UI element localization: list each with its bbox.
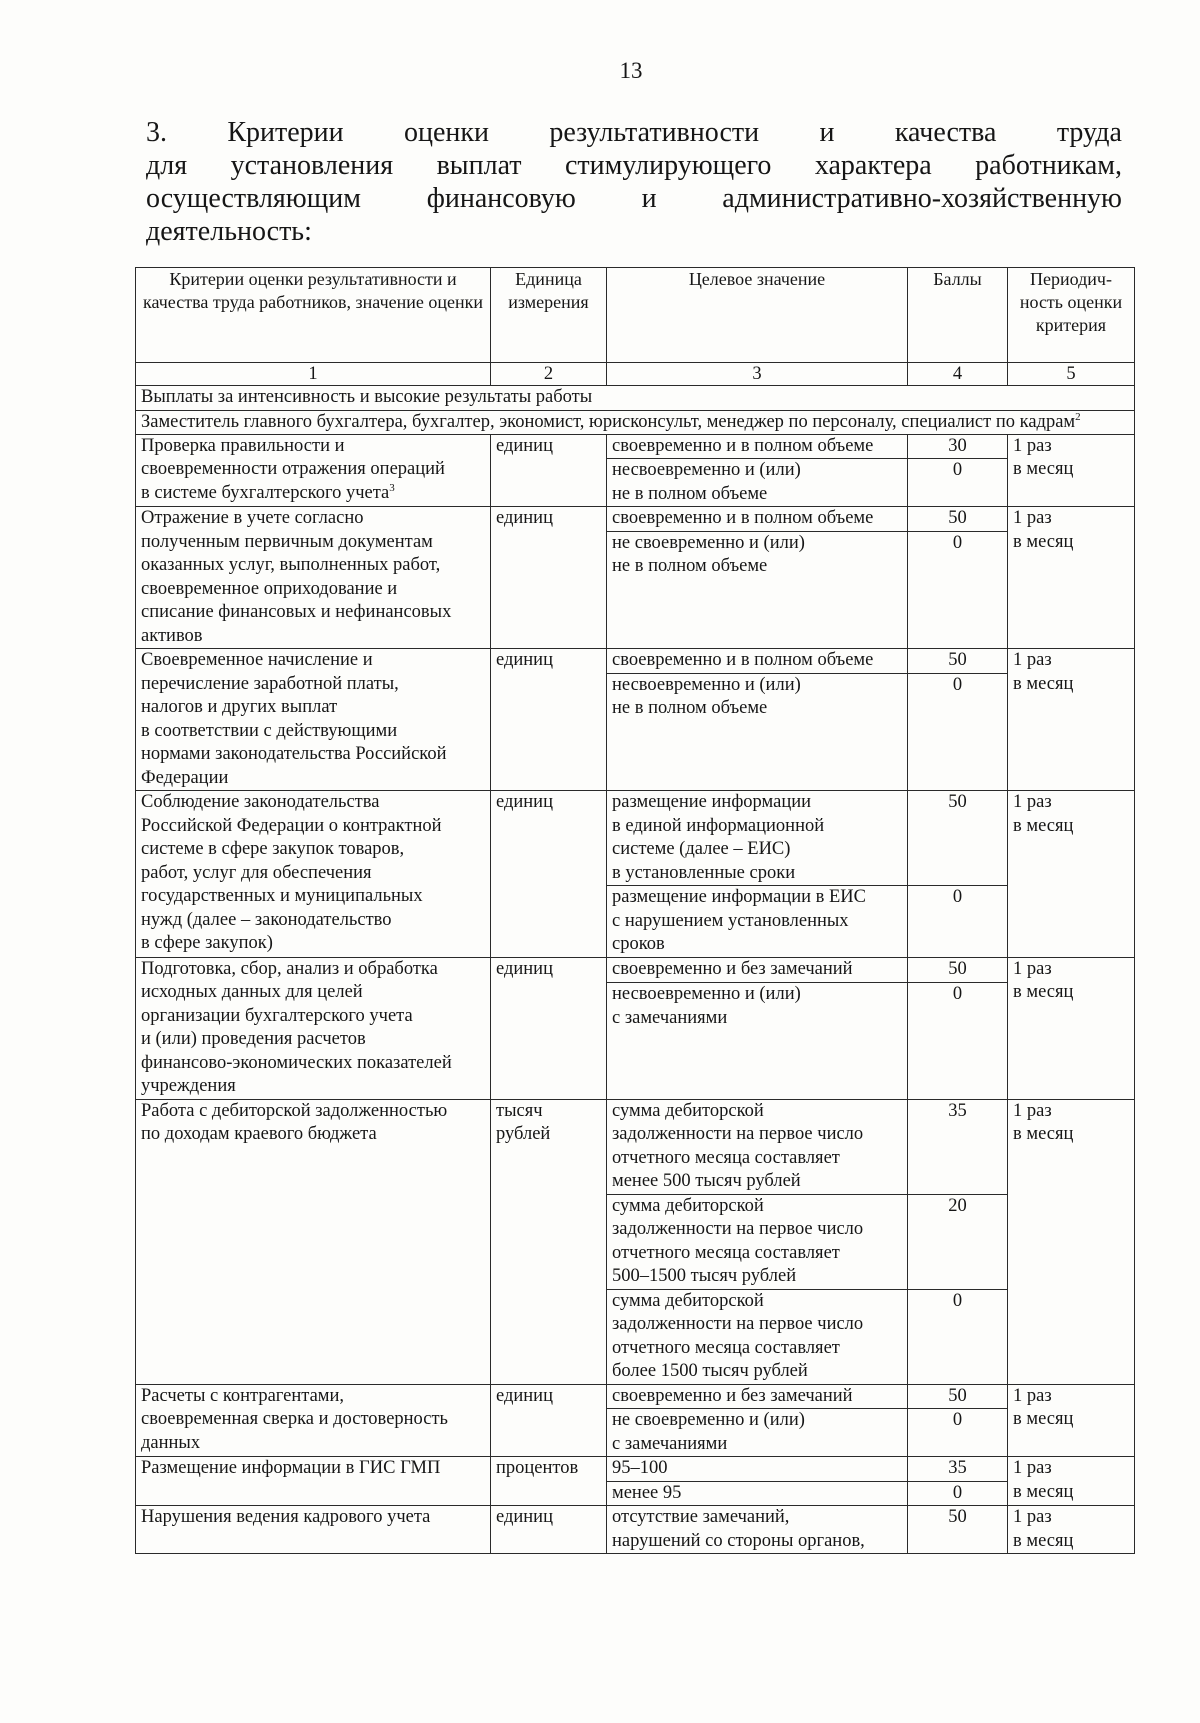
heading-word: выплат bbox=[436, 150, 522, 181]
target-cell: 95–100 bbox=[607, 1457, 908, 1482]
section-title: Выплаты за интенсивность и высокие результаты работы bbox=[136, 386, 1135, 411]
points-cell: 0 bbox=[908, 886, 1008, 958]
points-cell: 0 bbox=[908, 1481, 1008, 1506]
target-cell: своевременно и в полном объеме bbox=[607, 434, 908, 459]
heading-word: качества bbox=[894, 117, 997, 148]
heading-word: финансовую bbox=[426, 183, 576, 214]
target-cell: размещение информации в единой информационной системе (далее – ЕИС) в установленные сроки bbox=[607, 791, 908, 886]
period-cell: 1 раз в месяц bbox=[1008, 1457, 1135, 1506]
unit-cell: единиц bbox=[491, 434, 607, 507]
points-cell: 0 bbox=[908, 1289, 1008, 1384]
heading-word: работникам, bbox=[975, 150, 1122, 181]
unit-cell: единиц bbox=[491, 791, 607, 958]
heading-line bbox=[146, 149, 1122, 182]
criterion-cell bbox=[136, 1506, 491, 1554]
heading-word: для bbox=[146, 150, 188, 181]
table-row bbox=[136, 791, 1135, 886]
target-cell: своевременно и в полном объеме bbox=[607, 649, 908, 674]
points-cell: 50 bbox=[908, 957, 1008, 983]
criterion-cell bbox=[136, 1099, 491, 1384]
page-number: 13 bbox=[619, 58, 643, 83]
points-cell: 50 bbox=[908, 1384, 1008, 1409]
table-row bbox=[136, 1099, 1135, 1194]
column-number: 2 bbox=[491, 363, 607, 386]
criteria-table-body bbox=[136, 268, 1135, 1554]
points-cell: 30 bbox=[908, 434, 1008, 459]
heading-word: оценки bbox=[404, 117, 489, 148]
section-row bbox=[136, 386, 1135, 411]
criterion-cell bbox=[136, 957, 491, 1099]
table-row bbox=[136, 1506, 1135, 1554]
period-cell: 1 раз в месяц bbox=[1008, 791, 1135, 958]
unit-cell: единиц bbox=[491, 649, 607, 791]
criteria-table bbox=[135, 267, 1135, 1554]
unit-cell: единиц bbox=[491, 1384, 607, 1457]
points-cell: 0 bbox=[908, 531, 1008, 648]
criterion-cell bbox=[136, 434, 491, 507]
points-cell: 50 bbox=[908, 791, 1008, 886]
points-cell: 50 bbox=[908, 507, 1008, 532]
criterion-cell bbox=[136, 1457, 491, 1506]
heading-last-line: деятельность: bbox=[146, 216, 312, 247]
target-cell: своевременно и без замечаний bbox=[607, 957, 908, 983]
unit-cell: единиц bbox=[491, 957, 607, 1099]
subsection-cell bbox=[136, 410, 1135, 434]
criterion-text: Размещение информации в ГИС ГМП bbox=[141, 1458, 441, 1478]
heading-word: и bbox=[641, 183, 657, 214]
target-cell: не своевременно и (или) не в полном объеме bbox=[607, 531, 908, 648]
table-row bbox=[136, 957, 1135, 983]
header-criteria: Критерии оценки результативности и качества труда работников, значение оценки bbox=[136, 268, 491, 363]
target-cell: своевременно и в полном объеме bbox=[607, 507, 908, 532]
heading-word: и bbox=[819, 117, 835, 148]
footnote-marker: 3 bbox=[389, 481, 395, 494]
period-cell: 1 раз в месяц bbox=[1008, 957, 1135, 1099]
criterion-text: Своевременное начисление и перечисление заработной платы, налогов и других выплат в соответствии с действующими нормами законодательства Российской Федерации bbox=[141, 650, 447, 788]
points-cell: 0 bbox=[908, 983, 1008, 1099]
period-cell: 1 раз в месяц bbox=[1008, 434, 1135, 507]
period-cell: 1 раз в месяц bbox=[1008, 649, 1135, 791]
target-cell: несвоевременно и (или) с замечаниями bbox=[607, 983, 908, 1099]
heading-word: 3. bbox=[146, 117, 167, 148]
column-number: 3 bbox=[607, 363, 908, 386]
points-cell: 35 bbox=[908, 1099, 1008, 1194]
target-cell: несвоевременно и (или) не в полном объеме bbox=[607, 459, 908, 507]
points-cell: 0 bbox=[908, 673, 1008, 790]
heading-word: осуществляющим bbox=[146, 183, 361, 214]
points-cell: 35 bbox=[908, 1457, 1008, 1482]
criterion-text: Отражение в учете согласно полученным первичным документам оказанных услуг, выполненных работ, своевременное оприходование и списание финансовых и нефинансовых активов bbox=[141, 508, 452, 646]
heading-word: характера bbox=[814, 150, 932, 181]
heading-word: установления bbox=[230, 150, 394, 181]
table-row bbox=[136, 1457, 1135, 1482]
heading-word: Критерии bbox=[227, 117, 344, 148]
target-cell: сумма дебиторской задолженности на первое число отчетного месяца составляет 500–1500 тысяч рублей bbox=[607, 1194, 908, 1289]
target-cell: сумма дебиторской задолженности на первое число отчетного месяца составляет менее 500 тысяч рублей bbox=[607, 1099, 908, 1194]
heading-word: административно-хозяйственную bbox=[722, 183, 1122, 214]
points-cell: 50 bbox=[908, 649, 1008, 674]
column-number: 1 bbox=[136, 363, 491, 386]
header-period: Периодич-ность оценки критерия bbox=[1008, 268, 1135, 363]
criterion-cell bbox=[136, 507, 491, 649]
column-number: 4 bbox=[908, 363, 1008, 386]
criterion-cell bbox=[136, 1384, 491, 1457]
criterion-text: Соблюдение законодательства Российской Федерации о контрактной системе в сфере закупок товаров, работ, услуг для обеспечения государственных и муниципальных нужд (далее – законодательство в сфере закупок) bbox=[141, 792, 442, 953]
target-cell: своевременно и без замечаний bbox=[607, 1384, 908, 1409]
unit-cell: единиц bbox=[491, 1506, 607, 1554]
points-cell: 0 bbox=[908, 1409, 1008, 1457]
criterion-text: Расчеты с контрагентами, своевременная сверка и достоверность данных bbox=[141, 1385, 448, 1453]
criterion-cell bbox=[136, 649, 491, 791]
period-cell: 1 раз в месяц bbox=[1008, 507, 1135, 649]
heading-word: труда bbox=[1056, 117, 1122, 148]
header-unit: Единица измерения bbox=[491, 268, 607, 363]
target-cell: несвоевременно и (или) не в полном объеме bbox=[607, 673, 908, 790]
table-row bbox=[136, 434, 1135, 459]
unit-cell: процентов bbox=[491, 1457, 607, 1506]
target-cell: менее 95 bbox=[607, 1481, 908, 1506]
heading-line bbox=[146, 182, 1122, 215]
heading-word: результативности bbox=[549, 117, 760, 148]
table-row bbox=[136, 1384, 1135, 1409]
table-row bbox=[136, 507, 1135, 532]
column-number: 5 bbox=[1008, 363, 1135, 386]
points-cell: 0 bbox=[908, 459, 1008, 507]
footnote-marker: 2 bbox=[1075, 410, 1081, 423]
criterion-text: Подготовка, сбор, анализ и обработка исходных данных для целей организации бухгалтерского учета и (или) проведения расчетов финансово-экономических показателей учреждения bbox=[141, 958, 452, 1096]
subsection-row bbox=[136, 410, 1135, 434]
criterion-text: Проверка правильности и своевременности отражения операций в системе бухгалтерского учета bbox=[141, 435, 445, 503]
section-heading bbox=[146, 116, 1122, 248]
subsection-text: Заместитель главного бухгалтера, бухгалтер, экономист, юрисконсульт, менеджер по персоналу, специалист по кадрам bbox=[141, 411, 1076, 432]
table-header-row bbox=[136, 268, 1135, 363]
table-row bbox=[136, 649, 1135, 674]
criterion-text: Работа с дебиторской задолженностью по доходам краевого бюджета bbox=[141, 1100, 448, 1144]
period-cell: 1 раз в месяц bbox=[1008, 1099, 1135, 1384]
target-cell: не своевременно и (или) с замечаниями bbox=[607, 1409, 908, 1457]
column-number-row bbox=[136, 363, 1135, 386]
header-points: Баллы bbox=[908, 268, 1008, 363]
target-cell: отсутствие замечаний, нарушений со стороны органов, bbox=[607, 1506, 908, 1554]
unit-cell: тысяч рублей bbox=[491, 1099, 607, 1384]
points-cell: 20 bbox=[908, 1194, 1008, 1289]
unit-cell: единиц bbox=[491, 507, 607, 649]
heading-line bbox=[146, 116, 1122, 149]
header-target: Целевое значение bbox=[607, 268, 908, 363]
target-cell: сумма дебиторской задолженности на первое число отчетного месяца составляет более 1500 тысяч рублей bbox=[607, 1289, 908, 1384]
criterion-text: Нарушения ведения кадрового учета bbox=[141, 1507, 431, 1527]
period-cell: 1 раз в месяц bbox=[1008, 1384, 1135, 1457]
points-cell: 50 bbox=[908, 1506, 1008, 1554]
target-cell: размещение информации в ЕИС с нарушением установленных сроков bbox=[607, 886, 908, 958]
criterion-cell bbox=[136, 791, 491, 958]
heading-word: стимулирующего bbox=[564, 150, 772, 181]
period-cell: 1 раз в месяц bbox=[1008, 1506, 1135, 1554]
